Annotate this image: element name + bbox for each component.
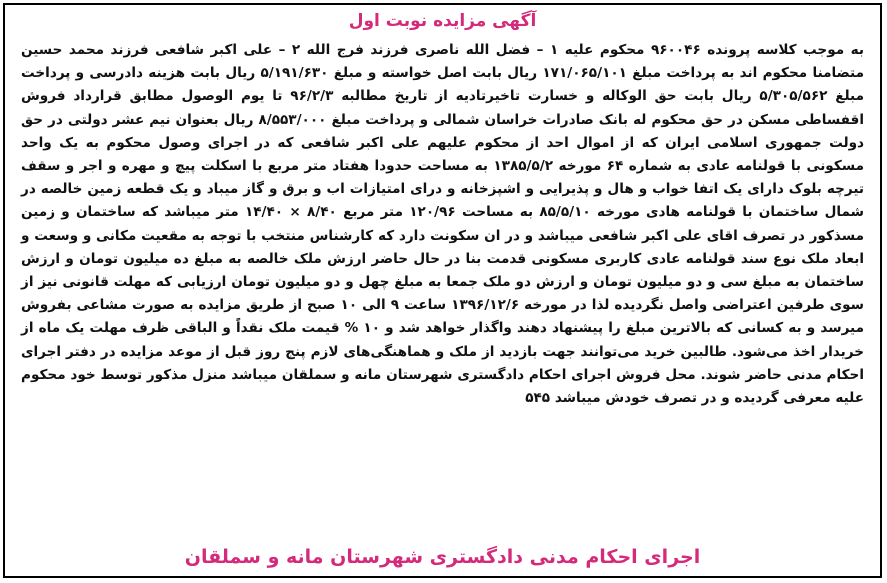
notice-title: آگهی مزایده نوبت اول (348, 11, 537, 31)
notice-body: به موجب کلاسه پرونده ۹۶۰۰۴۶ محکوم علیه ۱ – فضل الله ناصری فرزند فرج الله ۲ – علی اکبر شافعی فرزند محمد حسین متضامنا محکوم اند به پرداخت مبلغ ۱۷۱/۰۶۵/۱۰۱ ریال بابت اصل خواسته و مبلغ ۵/۱۹۱/۶۳۰ ریال بابت هزینه دادرسی و پرداخت مبلغ ۵/۳۰۵/۵۶۲ ریال بابت حق الوکاله و خسارت تاخیرتادیه از تاریخ مطالبه ۹۶/۲/۳ تا یوم الوصول مطابق قرارداد فروش اقفساطی مسکن در حق محکوم له بانک صادرات خراسان شمالی و پرداخت مبلغ ۸/۵۵۳/۰۰۰ ریال بعنوان نیم عشر دولتی در حق دولت جمهوری اسلامی ایران که از اموال احد از محکوم علیهم علی اکبر شافعی که در اجرای وصول محکوم به یک واحد مسکونی با قولنامه عادی به شماره ۶۴ مورخه ۱۳۸۵/۵/۲ به مساحت حدودا هفتاد متر مربع با اسکلت پیچ و مهره و اجر و سقف تیرچه بلوک دارای یک اتفا خواب و هال و پذیرایی و اشپزخانه و درای امتیازات اب و برق و گاز میباد و یک قطعه زمین خالصه در شمال ساختمان با قولنامه هادی مورخه ۸۵/۵/۱۰ به مساحت ۱۲۰/۹۶ متر مربع ۸/۴۰ × ۱۴/۴۰ متر میباشد که ساختمان و زمین مسذکور در تصرف اقای علی اکبر شافعی میباشد و در ان سکونت دارد که کارشناس منتخب با توجه به مقعیت مکانی و وسعت و ابعاد ملک نوع سند قولنامه عادی کاربری مسکونی قدمت بنا در حال حاضر ارزش ملک خالصه به مبلغ ده میلیون تومان و ارزش ساختمان به مبلغ سی و دو میلیون تومان و ارزش دو ملک جمعا به مبلغ چهل و دو میلیون تومان ارزیابی که مهلت قانونی نیز از سوی طرفین اعتراضی واصل نگردیده لذا در مورخه ۱۳۹۶/۱۲/۶ ساعت ۹ الی ۱۰ صبح از طریق مزایده به صورت مشاعی بفروش میرسد و به کسانی که بالاترین مبلغ را پیشنهاد دهند واگذار خواهد شد و ۱۰ % قیمت ملک نقداً و الباقی ظرف مهلت یک ماه از خریدار اخذ می‌شود. طالبین خرید می‌توانند جهت بازدید از ملک و هماهنگی‌های لازم پنج روز قبل از موعد مزایده در دفتر اجرای احکام مدنی حاضر شوند. محل فروش اجرای احکام دادگستری شهرستان مانه و سملقان میباشد منزل مذکور توسط خود محکوم علیه معرفی گردیده و در تصرف خودش میباشد ۵۴۵ (21, 42, 865, 407)
notice-frame (3, 3, 882, 578)
notice-footer: اجرای احکام مدنی دادگستری شهرستان مانه و سملقان (184, 546, 701, 568)
